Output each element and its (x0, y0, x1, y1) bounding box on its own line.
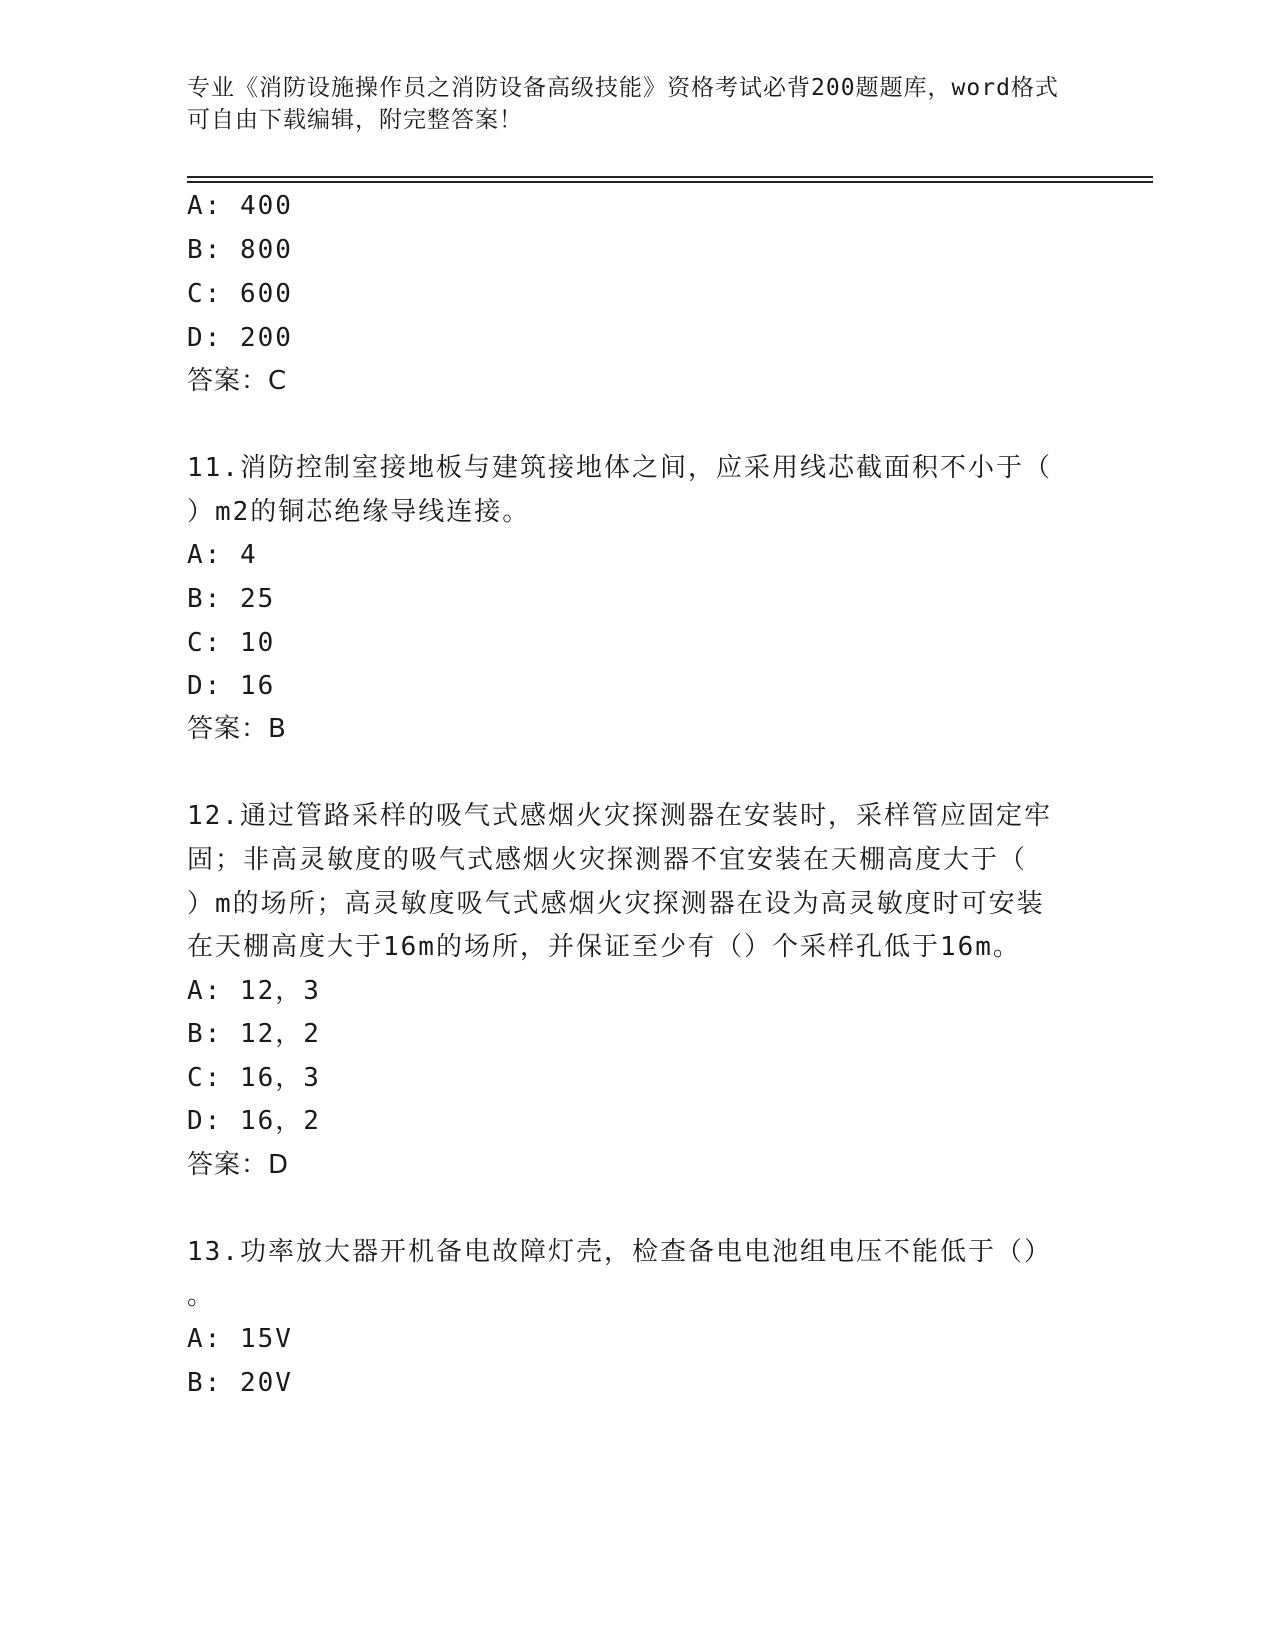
question-stem-line: 11.消防控制室接地板与建筑接地体之间，应采用线芯截面积不小于（ (187, 453, 1052, 483)
document-header (187, 72, 1067, 136)
question-stem-line: 12.通过管路采样的吸气式感烟火灾探测器在安装时，采样管应固定牢 (187, 801, 1052, 831)
option-c: C: 10 (187, 628, 276, 658)
header-divider-top (187, 176, 1153, 178)
question-stem-line: 在天棚高度大于16m的场所，并保证至少有（）个采样孔低于16m。 (187, 932, 1021, 962)
option-b: B: 25 (187, 584, 276, 614)
option-b: B: 800 (187, 235, 293, 265)
answer: 答案：D (187, 1150, 290, 1180)
header-divider-bottom (187, 181, 1153, 183)
answer: 答案：B (187, 714, 287, 744)
option-d: D: 16 (187, 671, 276, 701)
answer: 答案：C (187, 366, 288, 396)
question-stem-line: 。 (187, 1281, 216, 1311)
question-stem-line: ）m2的铜芯绝缘导线连接。 (187, 497, 531, 527)
option-c: C: 600 (187, 279, 293, 309)
option-d: D: 16，2 (187, 1106, 321, 1136)
option-b: B: 20V (187, 1368, 293, 1398)
option-a: A: 15V (187, 1324, 293, 1354)
option-a: A: 12，3 (187, 976, 321, 1006)
option-d: D: 200 (187, 323, 293, 353)
option-a: A: 400 (187, 191, 293, 221)
question-stem-line: ）m的场所；高灵敏度吸气式感烟火灾探测器在设为高灵敏度时可安装 (187, 889, 1045, 919)
header-title: 专业《消防设施操作员之消防设备高级技能》资格考试必背200题题库，word格式可自由下载编辑，附完整答案！ (187, 75, 1059, 133)
question-stem-line: 固；非高灵敏度的吸气式感烟火灾探测器不宜安装在天棚高度大于（ (187, 845, 1028, 875)
question-stem-line: 13.功率放大器开机备电故障灯壳，检查备电电池组电压不能低于（） (187, 1237, 1052, 1267)
option-a: A: 4 (187, 540, 258, 570)
option-b: B: 12，2 (187, 1019, 321, 1049)
option-c: C: 16，3 (187, 1063, 321, 1093)
